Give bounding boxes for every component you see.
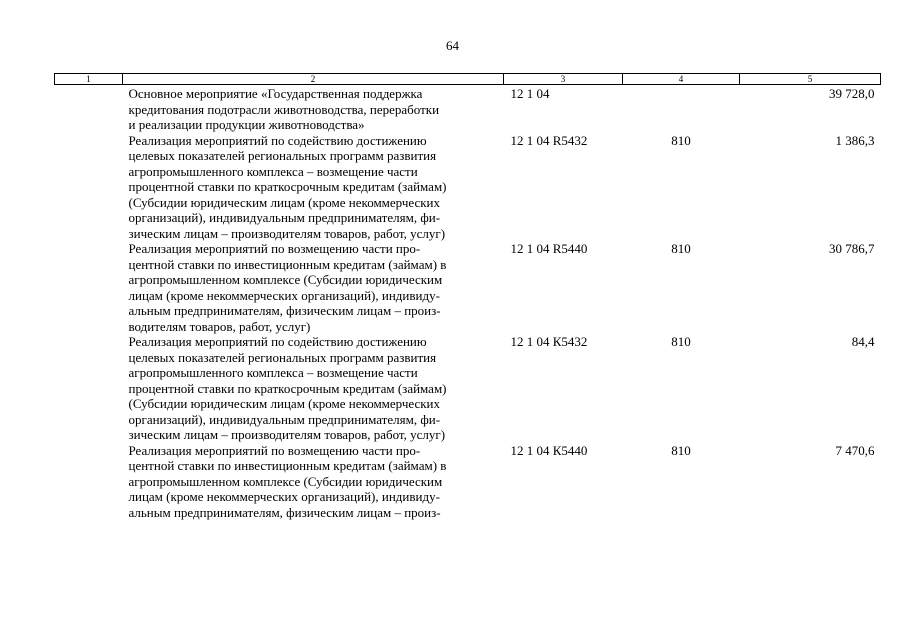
column-header-4: 4 xyxy=(623,74,740,85)
table-row xyxy=(55,133,881,242)
row-name-line: лицам (кроме некоммерческих организаций), индивиду- xyxy=(128,287,440,303)
row-number-cell xyxy=(55,133,123,242)
row-name-line: лицам (кроме некоммерческих организаций), индивиду- xyxy=(128,489,440,504)
column-header-5: 5 xyxy=(740,74,881,85)
row-code-cell: 12 1 04 xyxy=(510,86,550,101)
table-header-row xyxy=(55,74,881,85)
row-name-line: агропромышленного комплекса – возмещение части xyxy=(128,163,418,179)
row-name-line: водителям товаров, работ, услуг) xyxy=(128,318,311,334)
row-amount-cell: 39 728,0 xyxy=(829,86,875,101)
row-name-line: Реализация мероприятий по возмещению части про- xyxy=(128,442,421,458)
table-row xyxy=(55,443,881,521)
row-name-line: кредитования подотрасли животноводства, переработки xyxy=(128,101,440,117)
row-type-cell: 810 xyxy=(671,442,691,458)
row-name-line: процентной ставки по краткосрочным кредитам (займам) xyxy=(128,179,447,194)
row-name-line: целевых показателей региональных программ развития xyxy=(128,349,437,365)
table-row xyxy=(55,85,881,133)
row-number-cell xyxy=(55,443,123,521)
table-row xyxy=(55,334,881,443)
column-header-3: 3 xyxy=(504,74,623,85)
row-name-line: альным предпринимателям, физическим лицам – произ- xyxy=(128,504,441,520)
column-header-2: 2 xyxy=(123,74,504,85)
row-amount-cell: 84,4 xyxy=(851,334,875,349)
row-amount-cell: 30 786,7 xyxy=(829,241,875,256)
row-number-cell xyxy=(55,241,123,334)
row-name-line: Реализация мероприятий по возмещению части про- xyxy=(128,241,421,256)
row-name-line: Основное мероприятие «Государственная поддержка xyxy=(128,86,423,101)
row-name-line: (Субсидии юридическим лицам (кроме некоммерческих xyxy=(128,194,441,210)
row-name-line: организаций), индивидуальным предпринимателям, фи- xyxy=(128,210,441,225)
row-number-cell xyxy=(55,85,123,133)
row-name-line: Реализация мероприятий по содействию достижению xyxy=(128,334,427,349)
row-name-cell xyxy=(123,241,504,334)
row-type-cell: 810 xyxy=(671,132,691,148)
row-name-line: агропромышленном комплексе (Субсидии юридическим xyxy=(128,473,443,489)
row-amount-cell: 7 470,6 xyxy=(835,442,875,458)
table-body xyxy=(55,85,881,521)
row-name-line: (Субсидии юридическим лицам (кроме некоммерческих xyxy=(128,396,441,411)
row-name-line: агропромышленного комплекса – возмещение части xyxy=(128,365,418,380)
row-name-line: организаций), индивидуальным предпринимателям, фи- xyxy=(128,411,441,427)
row-type-cell xyxy=(623,85,740,133)
row-code-cell: 12 1 04 R5432 xyxy=(510,132,588,148)
row-type-cell: 810 xyxy=(671,241,691,256)
row-name-line: Реализация мероприятий по содействию достижению xyxy=(128,132,427,148)
row-name-line: зическим лицам – производителям товаров, работ, услуг) xyxy=(128,427,446,442)
row-code-cell: 12 1 04 К5440 xyxy=(510,442,588,458)
row-name-line: агропромышленном комплексе (Субсидии юридическим xyxy=(128,272,443,287)
row-name-line: центной ставки по инвестиционным кредитам (займам) в xyxy=(128,458,447,473)
row-code-cell: 12 1 04 R5440 xyxy=(510,241,588,256)
row-name-line: процентной ставки по краткосрочным кредитам (займам) xyxy=(128,380,447,396)
budget-table xyxy=(54,73,881,520)
table-row xyxy=(55,241,881,334)
row-name-line: и реализации продукции животноводства» xyxy=(128,117,365,132)
row-name-cell xyxy=(123,85,504,133)
row-name-cell xyxy=(123,334,504,443)
row-name-cell xyxy=(123,133,504,242)
row-amount-cell: 1 386,3 xyxy=(835,132,875,148)
row-name-line: зическим лицам – производителям товаров, работ, услуг) xyxy=(128,225,446,241)
column-header-1: 1 xyxy=(55,74,123,85)
row-code-cell: 12 1 04 К5432 xyxy=(510,334,588,349)
row-number-cell xyxy=(55,334,123,443)
row-name-line: центной ставки по инвестиционным кредитам (займам) в xyxy=(128,256,447,272)
row-name-line: альным предпринимателям, физическим лицам – произ- xyxy=(128,303,441,318)
row-type-cell: 810 xyxy=(671,334,691,349)
row-name-line: целевых показателей региональных программ развития xyxy=(128,148,437,163)
page-number: 64 xyxy=(446,38,459,53)
row-name-cell xyxy=(123,443,504,521)
